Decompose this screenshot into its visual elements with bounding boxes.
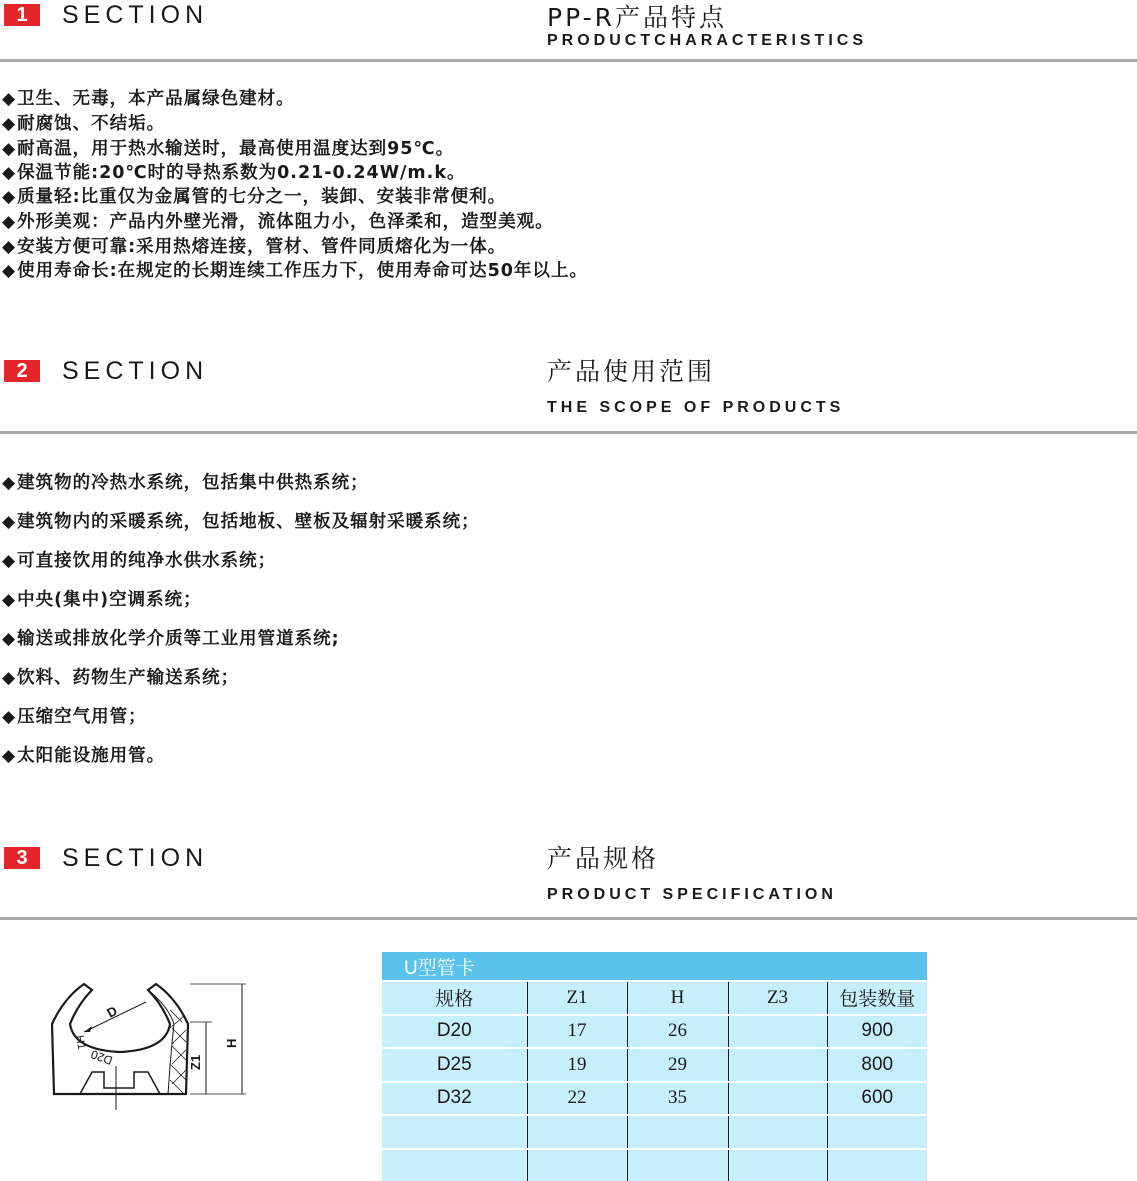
diamond-bullet-icon: ◆ <box>2 261 16 281</box>
table-cell: 800 <box>827 1048 927 1082</box>
section-title: PP-R产品特点 <box>547 4 727 32</box>
section-word: SECTION <box>62 2 208 28</box>
table-cell <box>382 1149 527 1181</box>
diamond-bullet-icon: ◆ <box>2 590 16 610</box>
section-divider <box>0 431 1137 434</box>
column-header: H <box>627 981 728 1015</box>
diamond-bullet-icon: ◆ <box>2 746 16 766</box>
list-item: ◆卫生、无毒，本产品属绿色建材。 <box>2 88 295 110</box>
table-cell <box>728 1082 827 1116</box>
section-title: 产品规格 <box>547 845 659 873</box>
table-cell: D25 <box>382 1048 527 1082</box>
list-item: ◆建筑物的冷热水系统，包括集中供热系统； <box>2 472 369 494</box>
table-cell <box>527 1149 627 1181</box>
table-cell: 26 <box>627 1015 728 1049</box>
table-cell: 29 <box>627 1048 728 1082</box>
diamond-bullet-icon: ◆ <box>2 139 16 159</box>
section-title: 产品使用范围 <box>547 358 715 386</box>
list-item: ◆使用寿命长:在规定的长期连续工作压力下，使用寿命可达50年以上。 <box>2 260 588 282</box>
diamond-bullet-icon: ◆ <box>2 114 16 134</box>
diamond-bullet-icon: ◆ <box>2 187 16 207</box>
list-item: ◆可直接饮用的纯净水供水系统； <box>2 550 276 572</box>
section-word: SECTION <box>62 845 208 871</box>
list-item: ◆压缩空气用管； <box>2 706 147 728</box>
table-cell <box>382 1115 527 1149</box>
table-cell <box>627 1149 728 1181</box>
u-clip-diagram <box>40 970 260 1115</box>
list-item: ◆外形美观：产品内外壁光滑，流体阻力小，色泽柔和，造型美观。 <box>2 211 554 233</box>
table-cell <box>728 1015 827 1049</box>
table-cell: 19 <box>527 1048 627 1082</box>
diamond-bullet-icon: ◆ <box>2 89 16 109</box>
spec-table <box>382 952 927 1181</box>
table-cell <box>527 1115 627 1149</box>
table-cell <box>827 1149 927 1181</box>
table-caption: U型管卡 <box>382 952 927 981</box>
clip-outline <box>52 984 188 1094</box>
table-cell: 600 <box>827 1082 927 1116</box>
list-item: ◆输送或排放化学介质等工业用管道系统; <box>2 628 340 650</box>
section-number-badge: 3 <box>4 847 40 869</box>
section-number-badge: 1 <box>4 4 40 26</box>
clip-section <box>148 984 188 1094</box>
label-h: H <box>224 1039 239 1048</box>
table-header-row <box>382 981 927 1015</box>
section-subtitle: PRODUCT SPECIFICATION <box>547 886 837 904</box>
table-row <box>382 1082 927 1116</box>
hatching <box>170 1010 186 1094</box>
table-row <box>382 1015 927 1049</box>
table-cell: 35 <box>627 1082 728 1116</box>
column-header: 包装数量 <box>827 981 927 1015</box>
table-row <box>382 1149 927 1181</box>
section-number-badge: 2 <box>4 360 40 382</box>
table-cell: 22 <box>527 1082 627 1116</box>
list-item: ◆耐高温，用于热水输送时，最高使用温度达到95℃。 <box>2 138 454 160</box>
table-cell <box>728 1149 827 1181</box>
table-row <box>382 1115 927 1149</box>
list-item: ◆饮料、药物生产输送系统； <box>2 667 239 689</box>
list-item: ◆质量轻:比重仅为金属管的七分之一，装卸、安装非常便利。 <box>2 186 506 208</box>
list-item: ◆安装方便可靠:采用热熔连接，管材、管件同质熔化为一体。 <box>2 236 506 258</box>
diamond-bullet-icon: ◆ <box>2 212 16 232</box>
section-subtitle: THE SCOPE OF PRODUCTS <box>547 399 844 417</box>
diamond-bullet-icon: ◆ <box>2 473 16 493</box>
diamond-bullet-icon: ◆ <box>2 512 16 532</box>
table-caption-row <box>382 952 927 981</box>
table-cell: D32 <box>382 1082 527 1116</box>
label-d20: D20 <box>89 1047 115 1068</box>
table-cell: 17 <box>527 1015 627 1049</box>
list-item: ◆建筑物内的采暖系统，包括地板、壁板及辐射采暖系统； <box>2 511 480 533</box>
section-divider <box>0 59 1137 62</box>
table-cell <box>627 1115 728 1149</box>
table-cell <box>728 1115 827 1149</box>
table-cell <box>728 1048 827 1082</box>
label-d: D <box>104 1003 119 1021</box>
clip-base <box>80 1072 160 1094</box>
list-item: ◆保温节能:20℃时的导热系数为0.21-0.24W/m.k。 <box>2 162 465 184</box>
diamond-bullet-icon: ◆ <box>2 163 16 183</box>
diamond-bullet-icon: ◆ <box>2 629 16 649</box>
column-header: Z3 <box>728 981 827 1015</box>
list-item: ◆中央(集中)空调系统； <box>2 589 202 611</box>
section-divider <box>0 917 1137 920</box>
table-cell <box>827 1115 927 1149</box>
diamond-bullet-icon: ◆ <box>2 668 16 688</box>
list-item: ◆太阳能设施用管。 <box>2 745 165 767</box>
table-row <box>382 1048 927 1082</box>
diamond-bullet-icon: ◆ <box>2 551 16 571</box>
label-z1: Z1 <box>188 1055 203 1070</box>
diamond-bullet-icon: ◆ <box>2 707 16 727</box>
section-word: SECTION <box>62 358 208 384</box>
section-subtitle: PRODUCTCHARACTERISTICS <box>547 32 867 50</box>
label-h1: H1 <box>73 1034 87 1050</box>
list-item: ◆耐腐蚀、不结垢。 <box>2 113 165 135</box>
table-cell: D20 <box>382 1015 527 1049</box>
table-cell: 900 <box>827 1015 927 1049</box>
column-header: Z1 <box>527 981 627 1015</box>
column-header: 规格 <box>382 981 527 1015</box>
diamond-bullet-icon: ◆ <box>2 237 16 257</box>
